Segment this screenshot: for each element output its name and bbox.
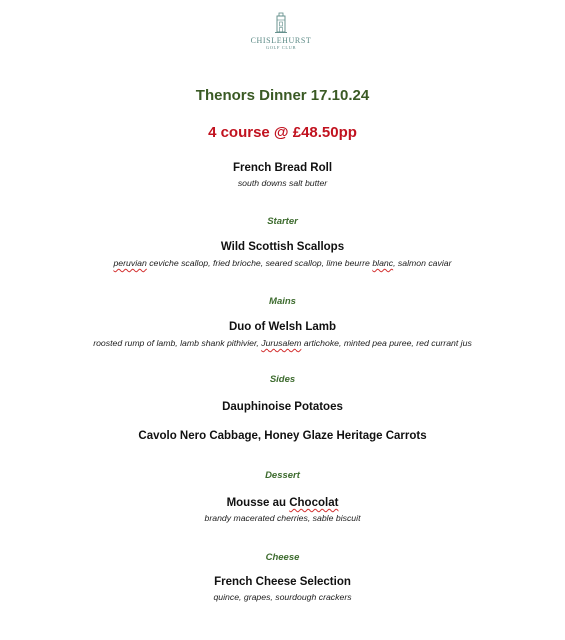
starter-desc-part: blanc — [372, 258, 394, 268]
mains-desc-part: Jurusalem — [261, 338, 302, 348]
cheese-desc: quince, grapes, sourdough crackers — [213, 592, 352, 602]
mains-desc — [0, 338, 565, 348]
mains-desc-part: artichoke, minted pea puree, red currant jus — [301, 338, 472, 348]
starter-desc-part: peruvian — [113, 258, 147, 268]
menu-price: 4 course @ £48.50pp — [208, 124, 357, 141]
bread-name: French Bread Roll — [232, 162, 333, 174]
starter-name: Wild Scottish Scallops — [220, 241, 345, 253]
section-mains: Mains — [269, 296, 296, 307]
mains-name: Duo of Welsh Lamb — [228, 321, 337, 333]
mains-desc-part: roosted rump of lamb, lamb shank pithivier, — [93, 338, 262, 348]
section-cheese: Cheese — [265, 552, 300, 563]
starter-desc — [0, 258, 565, 268]
logo-name: CHISLEHURST — [250, 36, 312, 45]
menu-title: Thenors Dinner 17.10.24 — [195, 87, 370, 104]
dessert-name-part: Mousse au — [226, 497, 290, 509]
sides-item-1: Dauphinoise Potatoes — [222, 401, 343, 413]
clubhouse-tower-icon — [274, 12, 288, 34]
logo-subtitle: GOLF CLUB — [265, 45, 297, 50]
bread-desc: south downs salt butter — [237, 178, 328, 188]
starter-desc-part: ceviche scallop, fried brioche, seared scallop, lime beurre — [146, 258, 373, 268]
dessert-desc: brandy macerated cherries, sable biscuit — [204, 513, 361, 523]
section-sides: Sides — [269, 374, 296, 385]
section-dessert: Dessert — [265, 470, 300, 481]
dessert-name-part: Chocolat — [289, 497, 339, 509]
club-logo — [250, 12, 312, 56]
cheese-name: French Cheese Selection — [214, 576, 351, 588]
section-starter: Starter — [267, 216, 298, 227]
sides-item-2: Cavolo Nero Cabbage, Honey Glaze Heritage Carrots — [138, 430, 427, 442]
dessert-name — [0, 497, 565, 509]
starter-desc-part: , salmon caviar — [393, 258, 452, 268]
